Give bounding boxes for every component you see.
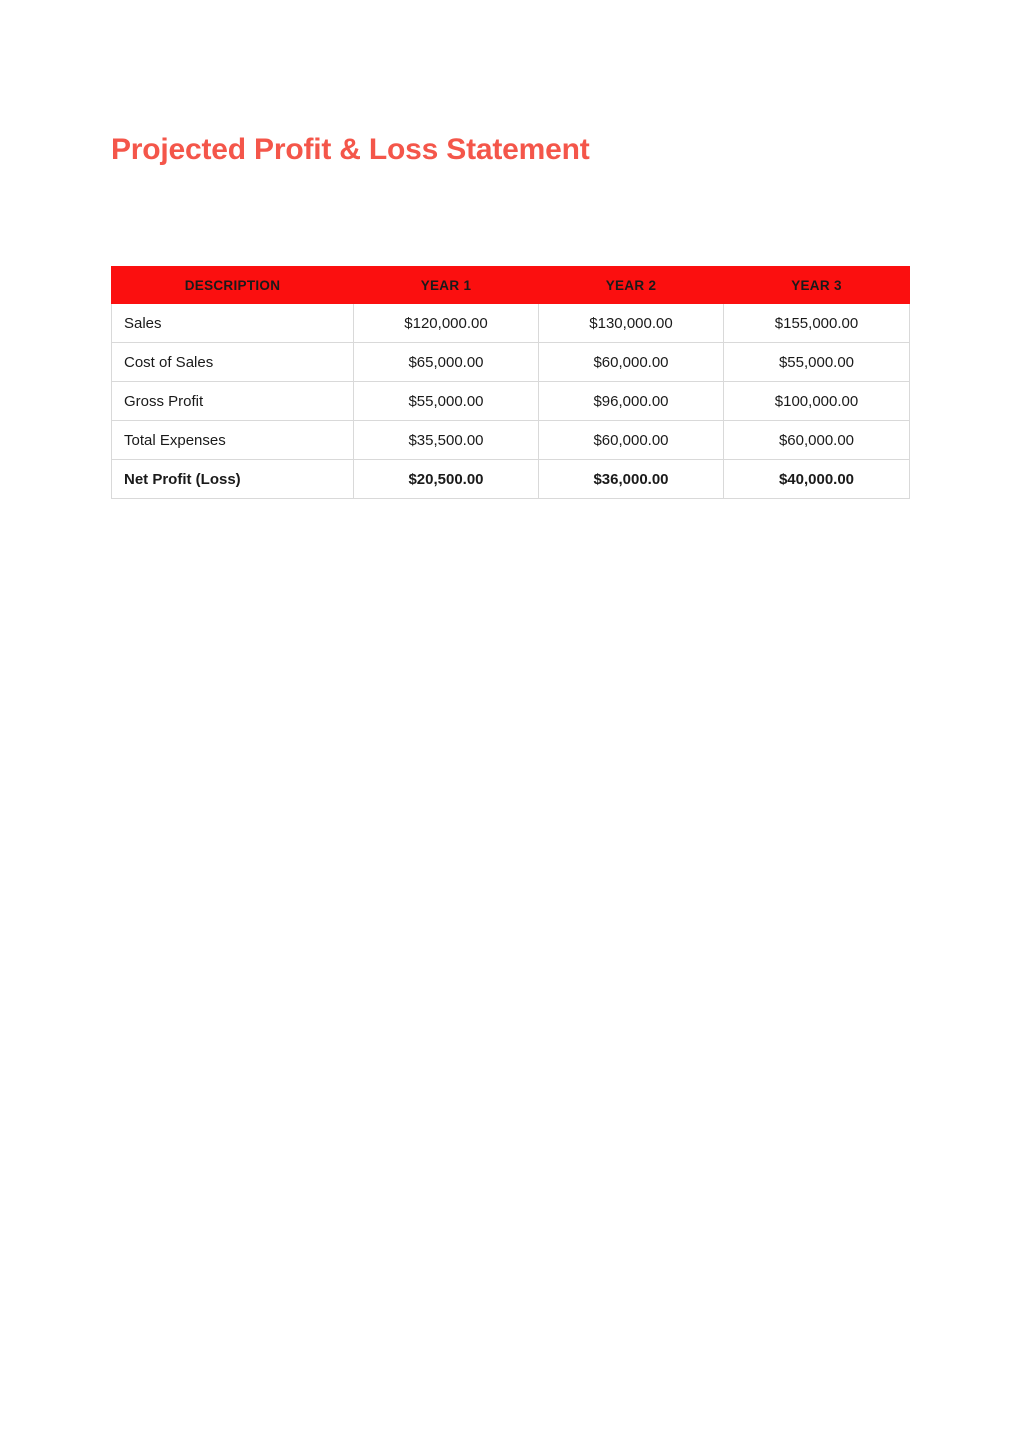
row-value-year-1: $55,000.00	[354, 382, 539, 421]
row-label: Net Profit (Loss)	[112, 460, 354, 499]
row-value-year-2: $96,000.00	[539, 382, 724, 421]
row-value-year-3: $40,000.00	[724, 460, 910, 499]
table-row	[112, 304, 910, 343]
row-value-year-3: $100,000.00	[724, 382, 910, 421]
row-label: Gross Profit	[112, 382, 354, 421]
row-value-year-2: $36,000.00	[539, 460, 724, 499]
row-value-year-2: $60,000.00	[539, 343, 724, 382]
table-row	[112, 421, 910, 460]
column-header-description: DESCRIPTION	[112, 267, 354, 304]
row-value-year-3: $55,000.00	[724, 343, 910, 382]
table-row-total	[112, 460, 910, 499]
row-value-year-1: $120,000.00	[354, 304, 539, 343]
row-value-year-2: $60,000.00	[539, 421, 724, 460]
row-value-year-1: $20,500.00	[354, 460, 539, 499]
profit-loss-table-container	[111, 266, 909, 499]
row-value-year-3: $155,000.00	[724, 304, 910, 343]
row-value-year-3: $60,000.00	[724, 421, 910, 460]
column-header-year-2: YEAR 2	[539, 267, 724, 304]
column-header-year-3: YEAR 3	[724, 267, 910, 304]
row-label: Cost of Sales	[112, 343, 354, 382]
table-header	[112, 267, 910, 304]
column-header-year-1: YEAR 1	[354, 267, 539, 304]
row-value-year-2: $130,000.00	[539, 304, 724, 343]
profit-loss-table	[111, 266, 910, 499]
row-label: Sales	[112, 304, 354, 343]
table-row	[112, 382, 910, 421]
row-value-year-1: $35,500.00	[354, 421, 539, 460]
row-label: Total Expenses	[112, 421, 354, 460]
row-value-year-1: $65,000.00	[354, 343, 539, 382]
table-header-row	[112, 267, 910, 304]
page-title: Projected Profit & Loss Statement	[111, 133, 590, 166]
table-row	[112, 343, 910, 382]
table-body	[112, 304, 910, 499]
